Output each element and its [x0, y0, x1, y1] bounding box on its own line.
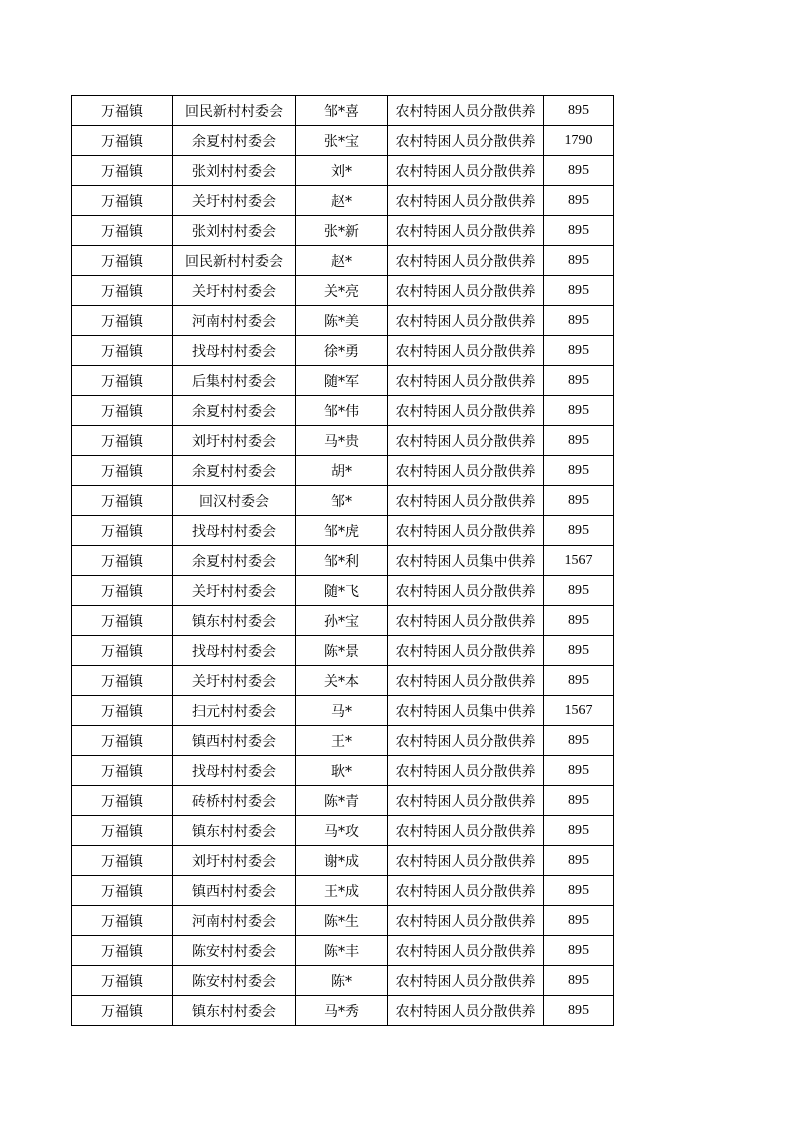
assistance-type-cell: 农村特困人员分散供养 [388, 576, 544, 606]
assistance-type-cell: 农村特困人员分散供养 [388, 246, 544, 276]
recipient-name-cell: 陈*美 [296, 306, 388, 336]
amount-cell: 1567 [544, 696, 614, 726]
assistance-type-cell: 农村特困人员分散供养 [388, 786, 544, 816]
assistance-type-cell: 农村特困人员分散供养 [388, 636, 544, 666]
town-cell: 万福镇 [72, 726, 173, 756]
table-row [72, 186, 614, 216]
assistance-type-cell: 农村特困人员分散供养 [388, 216, 544, 246]
recipient-name-cell: 马*贵 [296, 426, 388, 456]
amount-cell: 895 [544, 966, 614, 996]
table-row [72, 756, 614, 786]
assistance-type-cell: 农村特困人员分散供养 [388, 126, 544, 156]
town-cell: 万福镇 [72, 876, 173, 906]
amount-cell: 895 [544, 396, 614, 426]
recipient-name-cell: 关*亮 [296, 276, 388, 306]
town-cell: 万福镇 [72, 96, 173, 126]
assistance-type-cell: 农村特困人员分散供养 [388, 426, 544, 456]
town-cell: 万福镇 [72, 426, 173, 456]
table-row [72, 156, 614, 186]
amount-cell: 895 [544, 276, 614, 306]
amount-cell: 895 [544, 846, 614, 876]
village-cell: 陈安村村委会 [173, 936, 296, 966]
recipient-name-cell: 陈* [296, 966, 388, 996]
assistance-type-cell: 农村特困人员分散供养 [388, 996, 544, 1026]
town-cell: 万福镇 [72, 906, 173, 936]
table-row [72, 786, 614, 816]
table-row [72, 636, 614, 666]
town-cell: 万福镇 [72, 756, 173, 786]
recipient-name-cell: 徐*勇 [296, 336, 388, 366]
assistance-type-cell: 农村特困人员分散供养 [388, 336, 544, 366]
town-cell: 万福镇 [72, 156, 173, 186]
town-cell: 万福镇 [72, 126, 173, 156]
amount-cell: 895 [544, 726, 614, 756]
table-row [72, 906, 614, 936]
amount-cell: 895 [544, 906, 614, 936]
amount-cell: 895 [544, 306, 614, 336]
assistance-type-cell: 农村特困人员分散供养 [388, 606, 544, 636]
amount-cell: 895 [544, 636, 614, 666]
town-cell: 万福镇 [72, 366, 173, 396]
recipient-name-cell: 刘* [296, 156, 388, 186]
town-cell: 万福镇 [72, 246, 173, 276]
village-cell: 关圩村村委会 [173, 186, 296, 216]
table-row [72, 576, 614, 606]
table-row [72, 366, 614, 396]
recipient-name-cell: 张*宝 [296, 126, 388, 156]
table-row [72, 846, 614, 876]
village-cell: 回汉村委会 [173, 486, 296, 516]
village-cell: 找母村村委会 [173, 636, 296, 666]
assistance-type-cell: 农村特困人员分散供养 [388, 156, 544, 186]
recipient-name-cell: 马*攻 [296, 816, 388, 846]
village-cell: 扫元村村委会 [173, 696, 296, 726]
amount-cell: 1790 [544, 126, 614, 156]
amount-cell: 895 [544, 876, 614, 906]
table-row [72, 276, 614, 306]
table-row [72, 306, 614, 336]
assistance-type-cell: 农村特困人员集中供养 [388, 546, 544, 576]
table-row [72, 996, 614, 1026]
town-cell: 万福镇 [72, 636, 173, 666]
town-cell: 万福镇 [72, 456, 173, 486]
amount-cell: 895 [544, 156, 614, 186]
recipient-name-cell: 耿* [296, 756, 388, 786]
amount-cell: 895 [544, 936, 614, 966]
assistance-type-cell: 农村特困人员分散供养 [388, 816, 544, 846]
town-cell: 万福镇 [72, 516, 173, 546]
amount-cell: 895 [544, 576, 614, 606]
village-cell: 镇东村村委会 [173, 606, 296, 636]
recipient-name-cell: 马* [296, 696, 388, 726]
village-cell: 陈安村村委会 [173, 966, 296, 996]
table-row [72, 486, 614, 516]
amount-cell: 895 [544, 666, 614, 696]
table-row [72, 546, 614, 576]
amount-cell: 895 [544, 426, 614, 456]
recipient-name-cell: 邹*利 [296, 546, 388, 576]
recipient-name-cell: 随*军 [296, 366, 388, 396]
recipient-name-cell: 王* [296, 726, 388, 756]
town-cell: 万福镇 [72, 486, 173, 516]
town-cell: 万福镇 [72, 936, 173, 966]
village-cell: 刘圩村村委会 [173, 846, 296, 876]
recipient-name-cell: 邹*喜 [296, 96, 388, 126]
assistance-type-cell: 农村特困人员分散供养 [388, 186, 544, 216]
assistance-type-cell: 农村特困人员分散供养 [388, 276, 544, 306]
village-cell: 关圩村村委会 [173, 576, 296, 606]
table-row [72, 936, 614, 966]
table-row [72, 126, 614, 156]
assistance-type-cell: 农村特困人员分散供养 [388, 726, 544, 756]
village-cell: 余夏村村委会 [173, 546, 296, 576]
village-cell: 回民新村村委会 [173, 96, 296, 126]
assistance-type-cell: 农村特困人员分散供养 [388, 846, 544, 876]
town-cell: 万福镇 [72, 576, 173, 606]
assistance-type-cell: 农村特困人员分散供养 [388, 756, 544, 786]
town-cell: 万福镇 [72, 396, 173, 426]
recipient-name-cell: 邹*伟 [296, 396, 388, 426]
table-row [72, 426, 614, 456]
amount-cell: 895 [544, 606, 614, 636]
town-cell: 万福镇 [72, 186, 173, 216]
table-row [72, 966, 614, 996]
assistance-type-cell: 农村特困人员分散供养 [388, 306, 544, 336]
village-cell: 关圩村村委会 [173, 666, 296, 696]
recipient-name-cell: 赵* [296, 246, 388, 276]
village-cell: 余夏村村委会 [173, 456, 296, 486]
town-cell: 万福镇 [72, 846, 173, 876]
village-cell: 刘圩村村委会 [173, 426, 296, 456]
table-row [72, 336, 614, 366]
village-cell: 找母村村委会 [173, 756, 296, 786]
recipient-name-cell: 陈*生 [296, 906, 388, 936]
relief-recipient-table [71, 95, 614, 1026]
village-cell: 余夏村村委会 [173, 396, 296, 426]
recipient-name-cell: 随*飞 [296, 576, 388, 606]
town-cell: 万福镇 [72, 216, 173, 246]
table-row [72, 606, 614, 636]
recipient-name-cell: 孙*宝 [296, 606, 388, 636]
recipient-name-cell: 邹* [296, 486, 388, 516]
amount-cell: 895 [544, 336, 614, 366]
recipient-name-cell: 王*成 [296, 876, 388, 906]
table-row [72, 396, 614, 426]
recipient-name-cell: 胡* [296, 456, 388, 486]
town-cell: 万福镇 [72, 336, 173, 366]
town-cell: 万福镇 [72, 786, 173, 816]
table-row [72, 666, 614, 696]
village-cell: 余夏村村委会 [173, 126, 296, 156]
assistance-type-cell: 农村特困人员集中供养 [388, 696, 544, 726]
village-cell: 张刘村村委会 [173, 216, 296, 246]
recipient-name-cell: 邹*虎 [296, 516, 388, 546]
amount-cell: 895 [544, 216, 614, 246]
village-cell: 张刘村村委会 [173, 156, 296, 186]
assistance-type-cell: 农村特困人员分散供养 [388, 876, 544, 906]
village-cell: 河南村村委会 [173, 306, 296, 336]
amount-cell: 895 [544, 186, 614, 216]
village-cell: 回民新村村委会 [173, 246, 296, 276]
table-row [72, 726, 614, 756]
village-cell: 镇东村村委会 [173, 996, 296, 1026]
amount-cell: 895 [544, 816, 614, 846]
town-cell: 万福镇 [72, 996, 173, 1026]
village-cell: 找母村村委会 [173, 336, 296, 366]
recipient-name-cell: 关*本 [296, 666, 388, 696]
town-cell: 万福镇 [72, 546, 173, 576]
village-cell: 后集村村委会 [173, 366, 296, 396]
assistance-type-cell: 农村特困人员分散供养 [388, 456, 544, 486]
recipient-name-cell: 陈*丰 [296, 936, 388, 966]
town-cell: 万福镇 [72, 696, 173, 726]
amount-cell: 1567 [544, 546, 614, 576]
recipient-name-cell: 陈*青 [296, 786, 388, 816]
village-cell: 镇西村村委会 [173, 876, 296, 906]
assistance-type-cell: 农村特困人员分散供养 [388, 666, 544, 696]
assistance-type-cell: 农村特困人员分散供养 [388, 516, 544, 546]
table-row [72, 216, 614, 246]
town-cell: 万福镇 [72, 606, 173, 636]
assistance-type-cell: 农村特困人员分散供养 [388, 366, 544, 396]
amount-cell: 895 [544, 486, 614, 516]
assistance-type-cell: 农村特困人员分散供养 [388, 906, 544, 936]
amount-cell: 895 [544, 246, 614, 276]
table-row [72, 246, 614, 276]
recipient-name-cell: 赵* [296, 186, 388, 216]
amount-cell: 895 [544, 996, 614, 1026]
assistance-type-cell: 农村特困人员分散供养 [388, 96, 544, 126]
assistance-type-cell: 农村特困人员分散供养 [388, 966, 544, 996]
amount-cell: 895 [544, 96, 614, 126]
table-row [72, 876, 614, 906]
recipient-name-cell: 谢*成 [296, 846, 388, 876]
assistance-type-cell: 农村特困人员分散供养 [388, 486, 544, 516]
amount-cell: 895 [544, 756, 614, 786]
amount-cell: 895 [544, 366, 614, 396]
table-row [72, 96, 614, 126]
recipient-name-cell: 张*新 [296, 216, 388, 246]
town-cell: 万福镇 [72, 276, 173, 306]
assistance-type-cell: 农村特困人员分散供养 [388, 936, 544, 966]
town-cell: 万福镇 [72, 306, 173, 336]
village-cell: 镇东村村委会 [173, 816, 296, 846]
table-row [72, 456, 614, 486]
table-row [72, 816, 614, 846]
amount-cell: 895 [544, 786, 614, 816]
town-cell: 万福镇 [72, 666, 173, 696]
recipient-name-cell: 陈*景 [296, 636, 388, 666]
village-cell: 河南村村委会 [173, 906, 296, 936]
village-cell: 镇西村村委会 [173, 726, 296, 756]
town-cell: 万福镇 [72, 816, 173, 846]
village-cell: 找母村村委会 [173, 516, 296, 546]
village-cell: 关圩村村委会 [173, 276, 296, 306]
table-row [72, 696, 614, 726]
recipient-name-cell: 马*秀 [296, 996, 388, 1026]
town-cell: 万福镇 [72, 966, 173, 996]
amount-cell: 895 [544, 456, 614, 486]
table-body [72, 96, 614, 1026]
table-row [72, 516, 614, 546]
village-cell: 砖桥村村委会 [173, 786, 296, 816]
amount-cell: 895 [544, 516, 614, 546]
document-page [71, 95, 614, 1026]
assistance-type-cell: 农村特困人员分散供养 [388, 396, 544, 426]
